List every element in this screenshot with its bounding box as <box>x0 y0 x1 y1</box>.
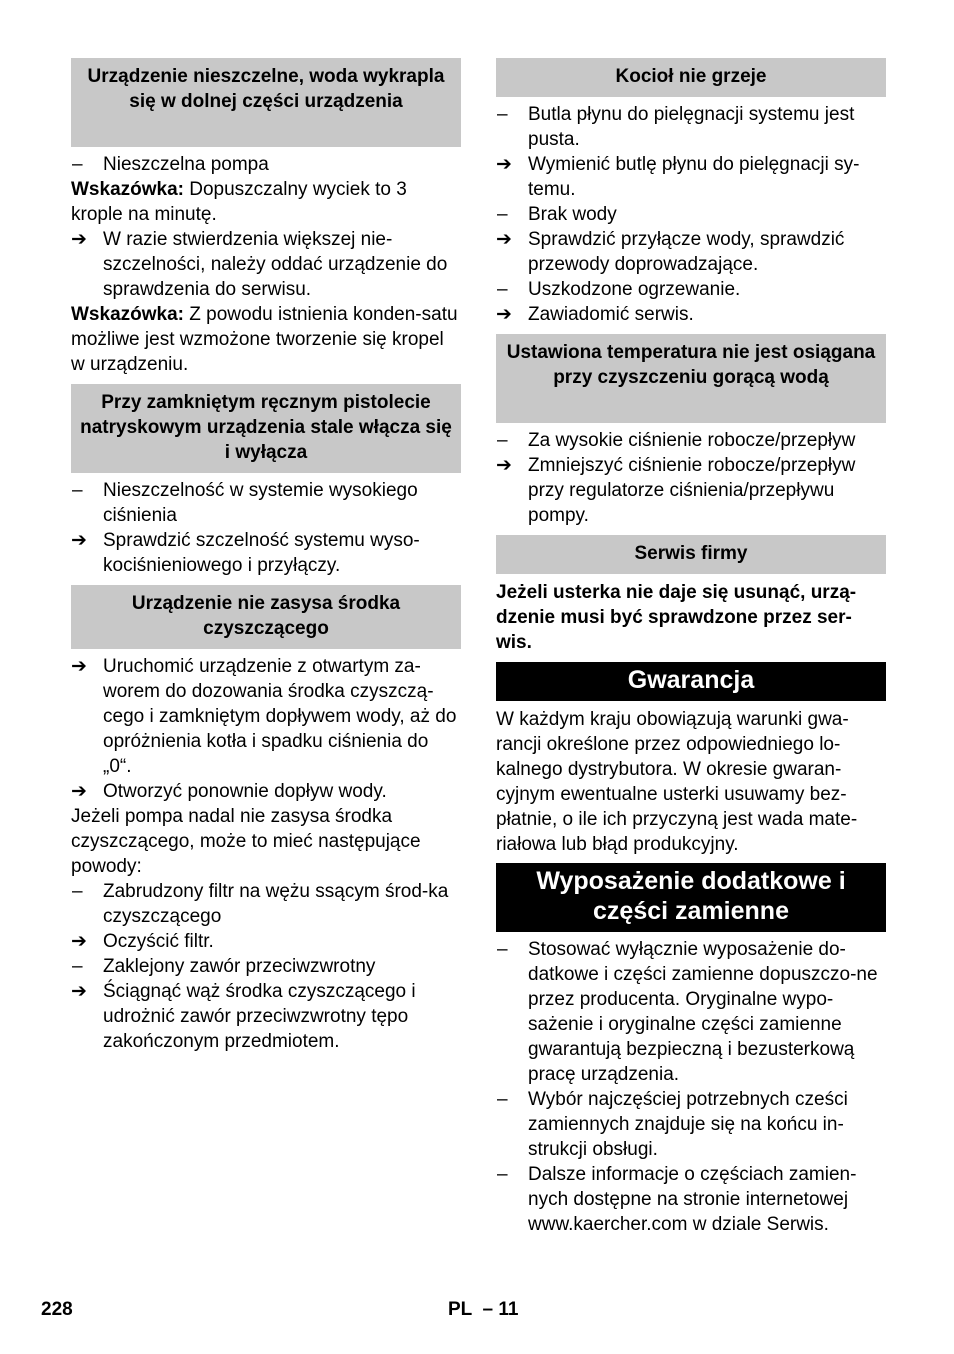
list-item: ➔ Sprawdzić szczelność systemu wyso-kociśnieniowego i przyłączy. <box>71 530 420 576</box>
heading-warranty: Gwarancja <box>496 662 886 701</box>
section-heading-service: Serwis firmy <box>496 535 886 574</box>
list-item: ➔ Uruchomić urządzenie z otwartym za-worem do dozowania środka czyszczą-cego i zamkniętym dopływem wody, aż do opróżnienia kotła i spadku ciśnienia do „0“. <box>71 656 457 777</box>
arrow-bullet-icon: ➔ <box>71 229 87 250</box>
arrow-bullet-icon: ➔ <box>496 455 512 476</box>
dash-bullet: – <box>497 104 508 125</box>
arrow-bullet-icon: ➔ <box>71 530 87 551</box>
section-heading-leak: Urządzenie nieszczelne, woda wykrapla się w dolnej części urządzenia <box>71 58 461 147</box>
note-paragraph: Wskazówka: Dopuszczalny wyciek to 3 krople na minutę. <box>71 179 407 225</box>
arrow-bullet-icon: ➔ <box>71 781 87 802</box>
list-item: – Zabrudzony filtr na wężu ssącym środ-ka czyszczącego <box>72 881 449 927</box>
dash-bullet: – <box>72 480 83 501</box>
list-item: ➔ Oczyścić filtr. <box>71 931 214 952</box>
note-paragraph: Wskazówka: Z powodu istnienia konden-satu możliwe jest wzmożone tworzenie się kropel w urządzeniu. <box>71 304 458 375</box>
section-heading-boiler: Kocioł nie grzeje <box>496 58 886 97</box>
heading-accessories: Wyposażenie dodatkowe i części zamienne <box>496 863 886 932</box>
arrow-bullet-icon: ➔ <box>496 304 512 325</box>
list-item: – Zaklejony zawór przeciwzwrotny <box>72 956 376 977</box>
list-item: – Butla płynu do pielęgnacji systemu jest pusta. <box>497 104 855 150</box>
right-column <box>496 58 886 1237</box>
dash-bullet: – <box>497 1089 508 1110</box>
arrow-bullet-icon: ➔ <box>71 931 87 952</box>
page-number: 228 <box>41 1299 73 1320</box>
list-item: – Wybór najczęściej potrzebnych cześci zamiennych znajduje się na końcu in-strukcji obsługi. <box>497 1089 848 1160</box>
list-item: ➔ Zmniejszyć ciśnienie robocze/przepływ przy regulatorze ciśnienia/przepływu pompy. <box>496 455 856 526</box>
list-item: – Brak wody <box>497 204 617 225</box>
list-item: – Dalsze informacje o częściach zamien-nych dostępne na stronie internetowej www.kaercher.com w dziale Serwis. <box>497 1164 857 1235</box>
list-item: ➔ Sprawdzić przyłącze wody, sprawdzić przewody doprowadzające. <box>496 229 845 275</box>
dash-bullet: – <box>497 430 508 451</box>
page-language-number: PL – 11 <box>448 1299 519 1320</box>
arrow-bullet-icon: ➔ <box>71 981 87 1002</box>
service-note: Jeżeli usterka nie daje się usunąć, urzą-dzenie musi być sprawdzone przez ser-wis. <box>496 582 857 653</box>
dash-bullet: – <box>72 154 83 175</box>
dash-bullet: – <box>497 1164 508 1185</box>
dash-bullet: – <box>72 956 83 977</box>
list-item: ➔ Zawiadomić serwis. <box>496 304 694 325</box>
dash-bullet: – <box>497 939 508 960</box>
list-item: – Nieszczelność w systemie wysokiego ciśnienia <box>72 480 418 526</box>
list-item: – Za wysokie ciśnienie robocze/przepływ <box>497 430 856 451</box>
body-paragraph: Jeżeli pompa nadal nie zasysa środka czyszczącego, może to mieć następujące powody: <box>71 806 421 877</box>
list-item: ➔ Wymienić butlę płynu do pielęgnacji sy-temu. <box>496 154 860 200</box>
list-item: ➔ Otworzyć ponownie dopływ wody. <box>71 781 387 802</box>
section-heading-pistol: Przy zamkniętym ręcznym pistolecie natryskowym urządzenia stale włącza się i wyłącza <box>71 384 461 473</box>
note-label: Wskazówka: <box>71 304 184 325</box>
list-item: – Uszkodzone ogrzewanie. <box>497 279 741 300</box>
list-item: ➔ Ściągnąć wąż środka czyszczącego i udrożnić zawór przeciwzwrotny tępo zakończonym przedmiotem. <box>71 981 416 1052</box>
list-item: ➔ W razie stwierdzenia większej nie-szczelności, należy oddać urządzenie do sprawdzenia do serwisu. <box>71 229 448 300</box>
note-label: Wskazówka: <box>71 179 184 200</box>
dash-bullet: – <box>497 279 508 300</box>
list-item: – Stosować wyłącznie wyposażenie do-datkowe i części zamienne dopuszczo-ne przez producenta. Oryginalne wypo-sażenie i oryginalne części zamienne gwarantują bezpieczną i bezusterkową pracę urządzenia. <box>497 939 878 1085</box>
section-heading-detergent: Urządzenie nie zasysa środka czyszczącego <box>71 585 461 649</box>
section-heading-temperature: Ustawiona temperatura nie jest osiągana przy czyszczeniu gorącą wodą <box>496 334 886 423</box>
arrow-bullet-icon: ➔ <box>71 656 87 677</box>
dash-bullet: – <box>72 881 83 902</box>
list-item: – Nieszczelna pompa <box>72 154 269 175</box>
dash-bullet: – <box>497 204 508 225</box>
left-column <box>71 58 461 1054</box>
arrow-bullet-icon: ➔ <box>496 154 512 175</box>
arrow-bullet-icon: ➔ <box>496 229 512 250</box>
warranty-paragraph: W każdym kraju obowiązują warunki gwa-rancji określone przez odpowiedniego lo-kalnego dystrybutora. W okresie gwaran-cyjnym ewentualne usterki usuwamy bez-płatnie, o ile ich przyczyną jest wada mate-riałowa lub błąd produkcyjny. <box>496 709 858 855</box>
